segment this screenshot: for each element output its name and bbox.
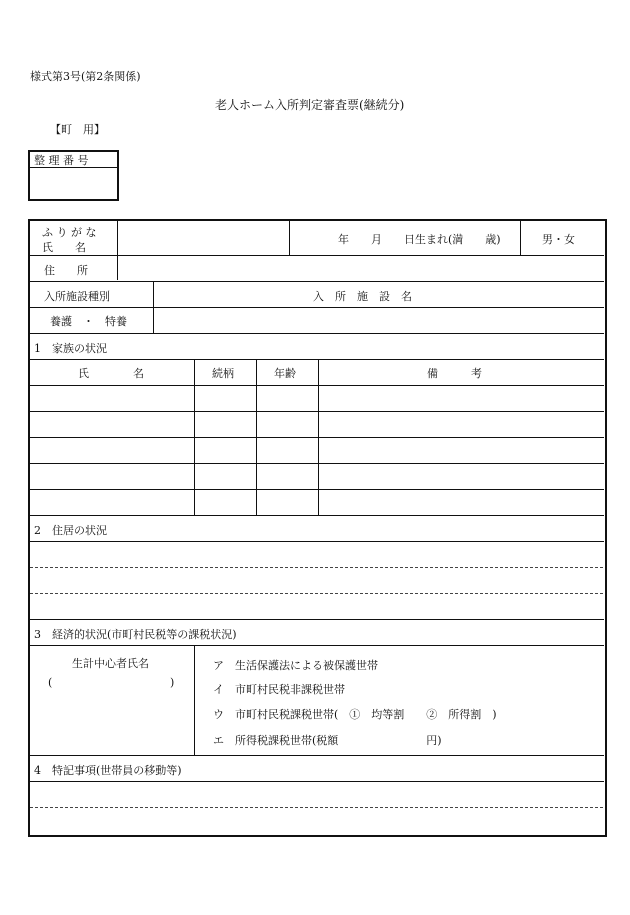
name-field[interactable] (120, 222, 286, 253)
family-row[interactable] (30, 387, 602, 409)
row-line (29, 307, 604, 308)
label-divider (117, 220, 118, 280)
household-head-paren-close: ) (170, 676, 175, 689)
town-use-label: 【町 用】 (50, 123, 105, 136)
row-line (29, 515, 604, 516)
row-line (29, 645, 604, 646)
residence-section-title: 2 住居の状況 (34, 524, 107, 537)
address-field[interactable] (120, 257, 600, 279)
family-section-title: 1 家族の状況 (34, 342, 107, 355)
family-row[interactable] (30, 465, 602, 487)
tax-option-i[interactable]: イ 市町村民税非課税世帯 (213, 683, 345, 696)
row-line (29, 281, 604, 282)
notes-section-title: 4 特記事項(世帯員の移動等) (34, 764, 182, 777)
row-line (29, 489, 604, 490)
family-col-age: 年齢 (274, 367, 296, 380)
row-line (29, 255, 604, 256)
row-line (29, 463, 604, 464)
row-line (29, 437, 604, 438)
furigana-label: ふ り が な (42, 226, 97, 239)
tax-option-e[interactable]: エ 所得税課税世帯(税額 円) (213, 734, 442, 747)
family-col-remarks: 備 考 (427, 367, 482, 380)
facility-name-field[interactable] (156, 309, 600, 331)
birth-gender-divider (520, 220, 521, 255)
household-head-paren-open: ( (48, 676, 53, 689)
facility-name-label: 入 所 施 設 名 (313, 290, 412, 303)
gender-selector[interactable]: 男・女 (542, 233, 575, 246)
economic-section-title: 3 経済的状況(市町村民税等の課税状況) (34, 628, 237, 641)
family-row[interactable] (30, 439, 602, 461)
row-line (29, 781, 604, 782)
notes-field[interactable] (30, 783, 602, 831)
residence-field[interactable] (30, 543, 602, 617)
name-birth-divider (289, 220, 290, 255)
family-col-name: 氏 名 (78, 367, 144, 380)
form-title: 老人ホーム入所判定審査票(継続分) (215, 98, 405, 112)
household-head-label: 生計中心者氏名 (72, 657, 149, 670)
ref-number-label: 整 理 番 号 (34, 154, 89, 167)
facility-type-label: 入所施設種別 (44, 290, 110, 303)
birth-date-label: 年 月 日生まれ(満 歳) (338, 233, 501, 246)
row-line (29, 385, 604, 386)
tax-option-u[interactable]: ウ 市町村民税課税世帯( ① 均等割 ② 所得割 ) (213, 708, 497, 721)
form-number: 様式第3号(第2条関係) (30, 70, 141, 83)
family-row[interactable] (30, 413, 602, 435)
family-row[interactable] (30, 491, 602, 513)
row-line (29, 359, 604, 360)
row-line (29, 541, 604, 542)
tax-option-a[interactable]: ア 生活保護法による被保護世帯 (213, 659, 378, 672)
name-label: 氏 名 (42, 241, 86, 254)
care-type-selector[interactable]: 養護 ・ 特養 (50, 315, 127, 328)
ref-number-field[interactable] (31, 170, 115, 196)
row-line (29, 619, 604, 620)
household-head-field[interactable] (56, 674, 166, 690)
address-label: 住 所 (44, 264, 88, 277)
family-col-relation: 続柄 (212, 367, 234, 380)
row-line (29, 333, 604, 334)
row-line (29, 755, 604, 756)
economic-divider (194, 645, 195, 755)
row-line (29, 411, 604, 412)
